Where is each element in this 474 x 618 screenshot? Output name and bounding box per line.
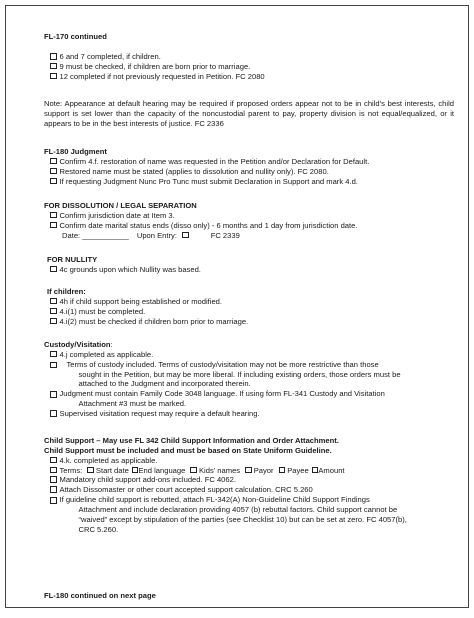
fl180-item: If requesting Judgment Nunc Pro Tunc must submit Declaration in Support and mark 4.d. bbox=[44, 177, 454, 187]
checkbox[interactable] bbox=[50, 158, 57, 165]
fl170-item: 6 and 7 completed, if children. bbox=[44, 52, 454, 62]
checkbox[interactable] bbox=[279, 467, 286, 474]
checkbox[interactable] bbox=[50, 53, 57, 60]
checkbox[interactable] bbox=[87, 467, 94, 474]
checkbox[interactable] bbox=[50, 467, 57, 474]
child-support-heading: Child Support – May use FL 342 Child Support Information and Order Attachment. bbox=[44, 436, 339, 445]
fl170-item: 12 completed if not previously requested in Petition. FC 2080 bbox=[44, 72, 454, 82]
checkbox[interactable] bbox=[50, 486, 57, 493]
fl180-item: Restored name must be stated (applies to dissolution and nullity only). FC 2080. bbox=[44, 167, 454, 177]
nullity-section bbox=[44, 255, 454, 275]
fl180-item: Confirm 4.f. restoration of name was requested in the Petition and/or Declaration for Default. bbox=[44, 157, 454, 167]
checkbox[interactable] bbox=[50, 298, 57, 305]
checkbox[interactable] bbox=[50, 457, 57, 464]
fl180-heading: FL-180 Judgment bbox=[44, 147, 107, 156]
checkbox[interactable] bbox=[50, 168, 57, 175]
checkbox[interactable] bbox=[245, 467, 252, 474]
checkbox[interactable] bbox=[50, 266, 57, 273]
children-item: 4.i(2) must be checked if children born prior to marriage. bbox=[44, 317, 454, 327]
custody-item: 4.j completed as applicable. bbox=[44, 350, 454, 360]
children-item: 4h if child support being established or modified. bbox=[44, 297, 454, 307]
children-section bbox=[44, 287, 454, 326]
checkbox[interactable] bbox=[50, 222, 57, 229]
nullity-item: 4c grounds upon which Nullity was based. bbox=[44, 265, 454, 275]
date-field[interactable]: Date: ___________ bbox=[62, 230, 129, 240]
fl170-items bbox=[44, 52, 454, 82]
dissolution-item: Confirm jurisdiction date at Item 3. bbox=[44, 211, 454, 221]
custody-item: Judgment must contain Family Code 3048 language. If using form FL-341 Custody and Visitation Attachment #3 must be marked. bbox=[44, 389, 454, 409]
child-support-item: If guideline child support is rebutted, attach FL-342(A) Non-Guideline Child Support Findings Attachment and include declaration providing 4057 (b) rebuttal factors. Child support cannot be “waived” except by stipulation of the parties (see Checklist 10) but can be set at zero. FC 4057(b), CRC 5.260. bbox=[44, 495, 454, 534]
checkbox[interactable] bbox=[50, 362, 57, 369]
checkbox[interactable] bbox=[50, 63, 57, 70]
footer bbox=[44, 591, 454, 601]
checklist-page bbox=[5, 5, 469, 608]
checkbox[interactable] bbox=[50, 391, 57, 398]
fc-reference: FC 2339 bbox=[210, 230, 240, 240]
fl170-section bbox=[44, 32, 454, 42]
checkbox[interactable] bbox=[50, 318, 57, 325]
checkbox[interactable] bbox=[50, 73, 57, 80]
checkbox[interactable] bbox=[190, 467, 197, 474]
date-row bbox=[44, 231, 454, 241]
checkbox[interactable] bbox=[50, 497, 57, 504]
checkbox[interactable] bbox=[50, 351, 57, 358]
upon-entry-label: Upon Entry: bbox=[136, 230, 177, 240]
child-support-section bbox=[44, 436, 454, 535]
fl170-heading: FL-170 continued bbox=[44, 32, 107, 41]
dissolution-heading: FOR DISSOLUTION / LEGAL SEPARATION bbox=[44, 201, 197, 210]
fl170-note: Note: Appearance at default hearing may be required if proposed orders appear not to be in child's best interests, child support is set lower than the capacity of the noncustodial parent to pay, property division is not equal/equalized, or it appears to be in the best interests of justice. FC 2336 bbox=[44, 99, 454, 128]
checkbox[interactable] bbox=[50, 410, 57, 417]
fl180-section bbox=[44, 147, 454, 186]
child-support-item: 4.k. completed as applicable. bbox=[44, 456, 454, 466]
checkbox[interactable] bbox=[50, 308, 57, 315]
upon-entry-checkbox[interactable] bbox=[182, 232, 189, 239]
children-heading: If children: bbox=[47, 287, 86, 296]
custody-item: Supervised visitation request may require a default hearing. bbox=[44, 409, 454, 419]
custody-item: Terms of custody included. Terms of custody/visitation may not be more restrictive than those sought in the Petition, but may be more liberal. If including existing orders, those orders must be attached to the Judgment and incorporated therein. bbox=[44, 360, 454, 390]
checkbox[interactable] bbox=[50, 476, 57, 483]
footer-text: FL-180 continued on next page bbox=[44, 591, 156, 600]
custody-section bbox=[44, 340, 454, 419]
child-support-item: Mandatory child support add-ons included. FC 4062. bbox=[44, 475, 454, 485]
dissolution-item: Confirm date marital status ends (disso only) - 6 months and 1 day from jurisdiction date. bbox=[44, 221, 454, 231]
checkbox[interactable] bbox=[50, 212, 57, 219]
fl170-item: 9 must be checked, if children are born prior to marriage. bbox=[44, 62, 454, 72]
checkbox[interactable] bbox=[50, 178, 57, 185]
nullity-heading: FOR NULLITY bbox=[47, 255, 98, 264]
custody-heading: Custody/Visitation: bbox=[44, 340, 113, 349]
dissolution-section bbox=[44, 201, 454, 240]
children-item: 4.i(1) must be completed. bbox=[44, 307, 454, 317]
child-support-item: Attach Dissomaster or other court accepted support calculation. CRC 5.260 bbox=[44, 485, 454, 495]
child-support-subheading: Child Support must be included and must be based on State Uniform Guideline. bbox=[44, 445, 332, 455]
terms-row: Terms: Start date End language Kids' names Payor Payee Amount bbox=[44, 466, 454, 476]
